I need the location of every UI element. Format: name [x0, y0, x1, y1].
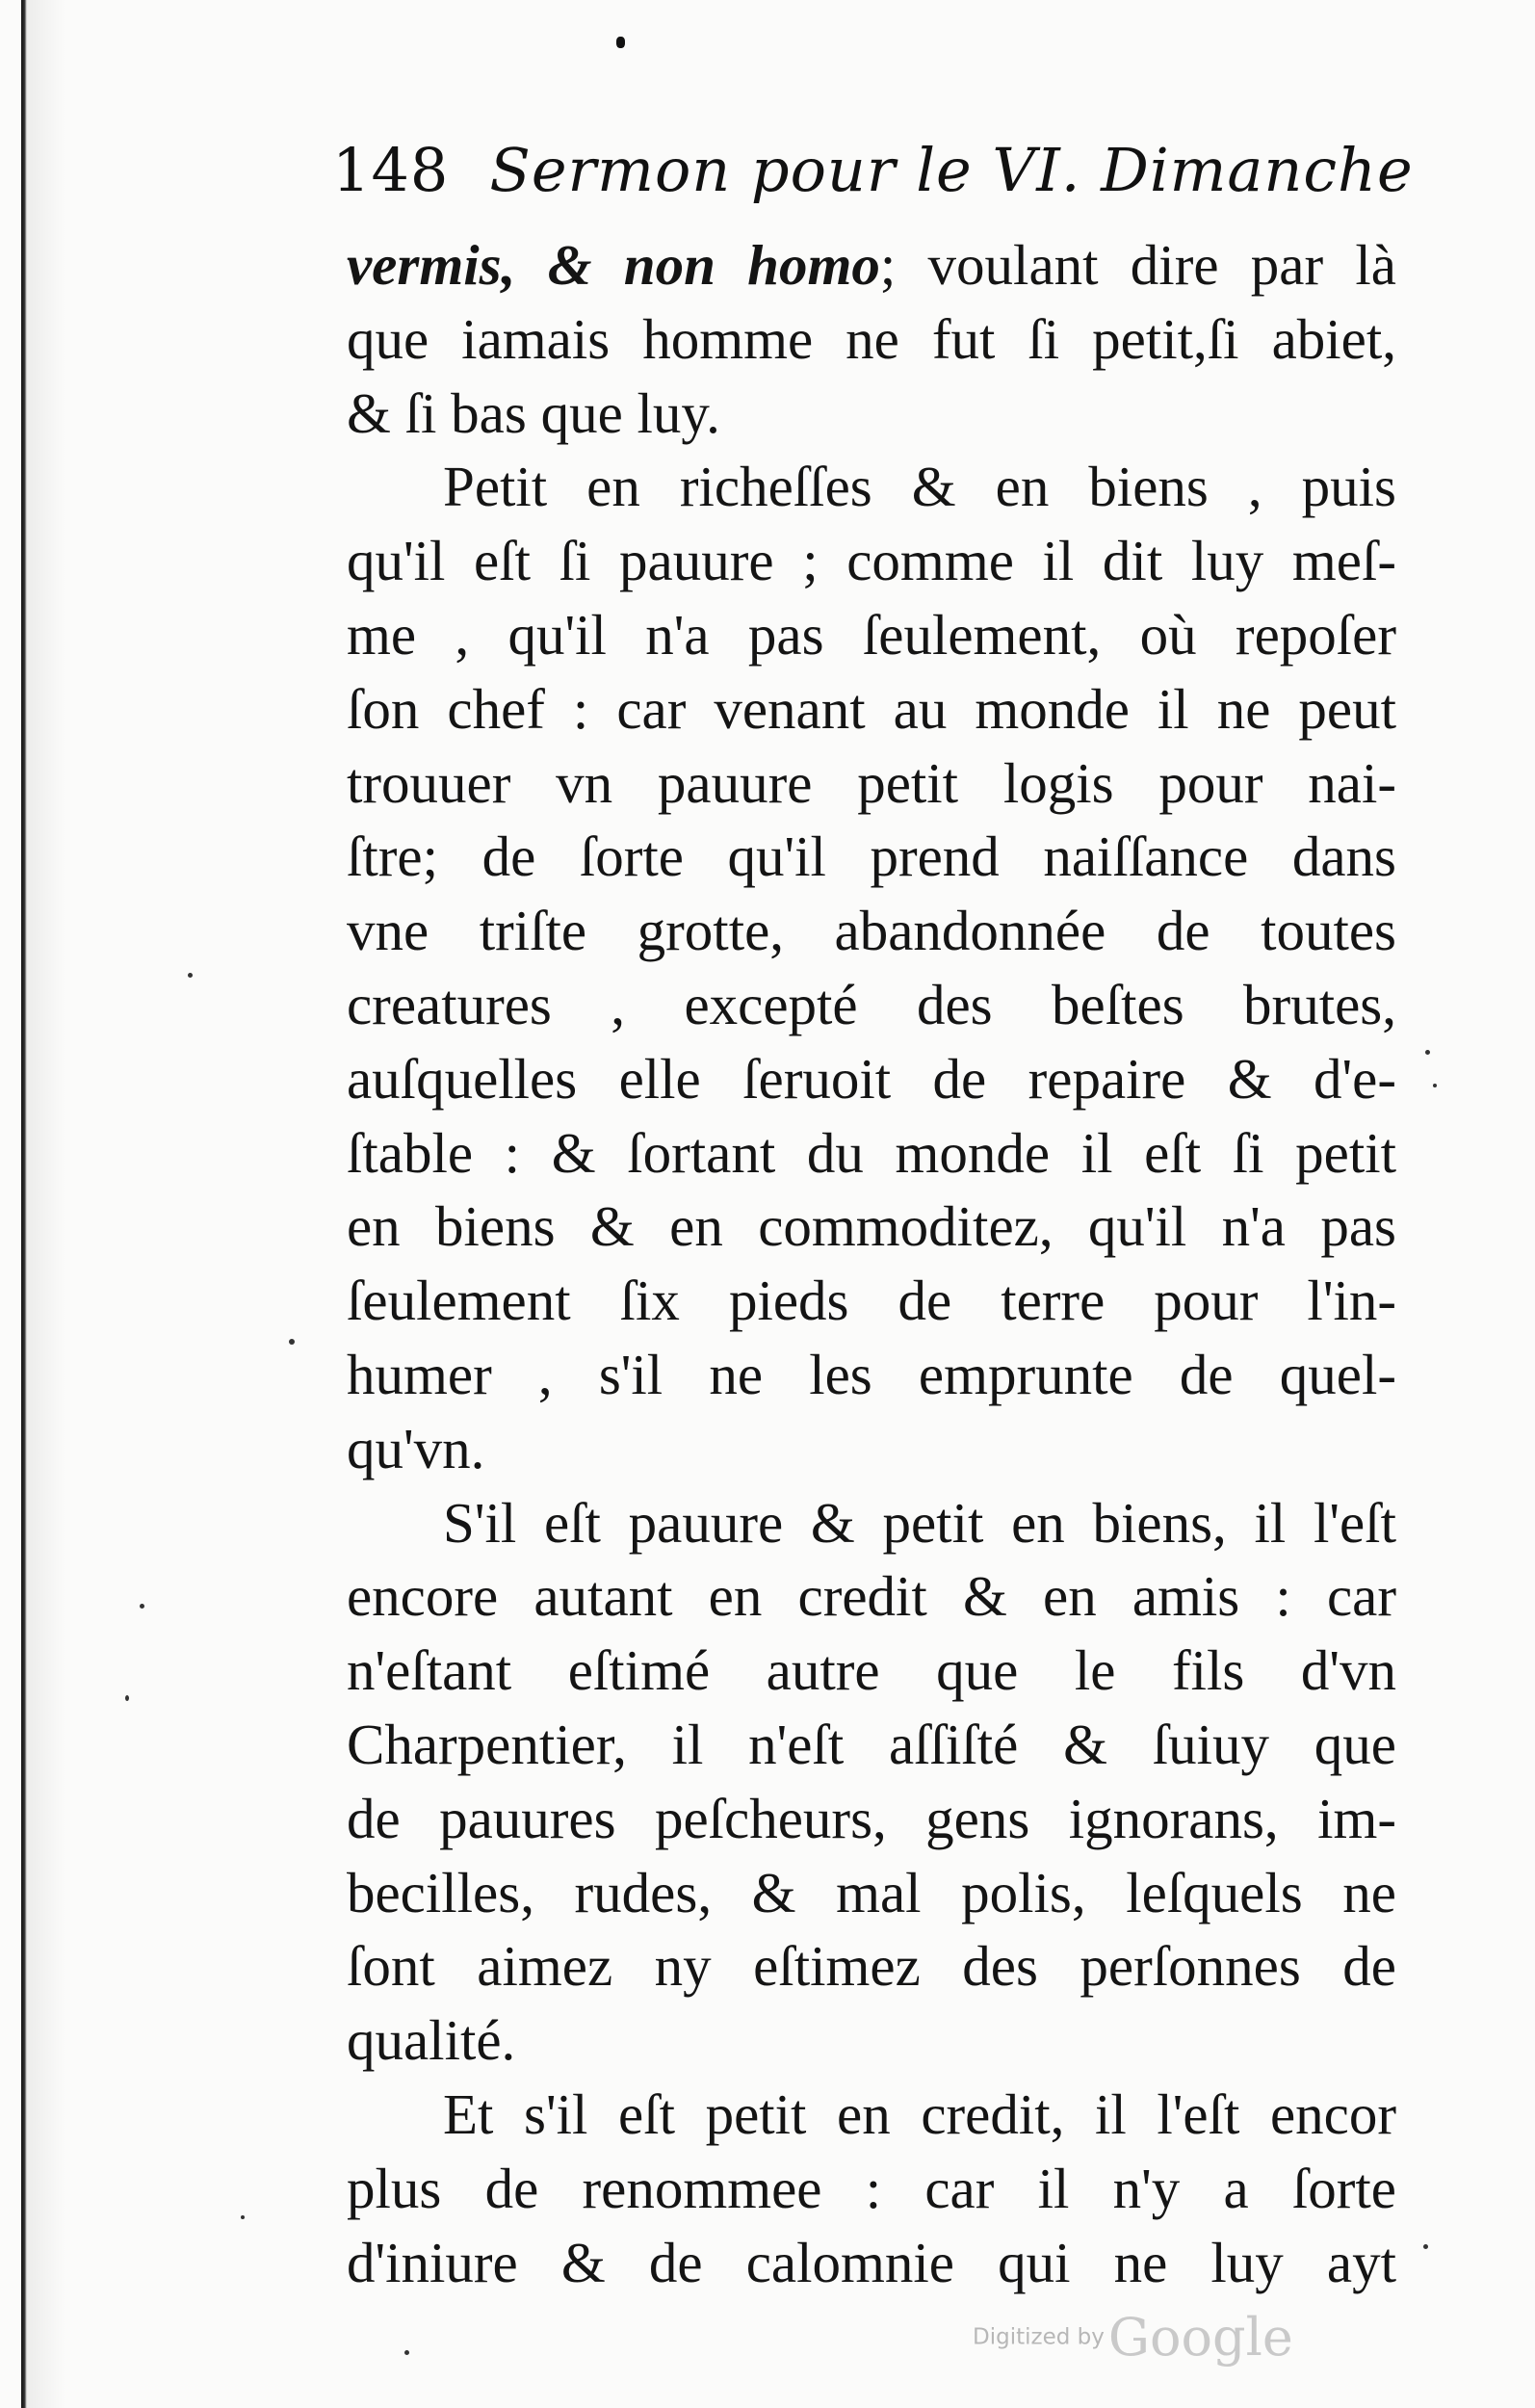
- text-line: ſtre; de ſorte qu'il prend naiſſance dans: [347, 824, 1396, 889]
- ink-speck: [241, 2215, 245, 2219]
- text-line: becilles, rudes, & mal polis, leſquels ne: [347, 1860, 1396, 1924]
- text-line: creatures , excepté des beſtes brutes,: [347, 972, 1396, 1036]
- latin-quote: vermis, & non homo: [347, 233, 880, 297]
- text-line: plus de renommee : car il n'y a ſorte: [347, 2156, 1396, 2220]
- paragraph-start-line: Petit en richeſſes & en biens , puis: [443, 455, 1396, 519]
- text-line: qualité.: [347, 2008, 516, 2073]
- text-line: encore autant en credit & en amis : car: [347, 1564, 1396, 1629]
- google-logo: Google: [1107, 2307, 1293, 2368]
- text-line: que iamais homme ne fut ſi petit,ſi abiet,: [347, 306, 1396, 371]
- digitized-by-google-watermark: [973, 2307, 1293, 2368]
- ink-dot: [616, 37, 625, 48]
- ink-speck: [140, 1604, 144, 1609]
- text-line: ſon chef : car venant au monde il ne peut: [347, 676, 1396, 741]
- text-line: de pauures peſcheurs, gens ignorans, im-: [347, 1786, 1396, 1850]
- ink-speck: [1423, 2244, 1428, 2249]
- text-line: trouuer vn pauure petit logis pour nai-: [347, 750, 1396, 815]
- text-line: me , qu'il n'a pas ſeulement, où repoſer: [347, 602, 1396, 667]
- paragraph-start-line: Et s'il eſt petit en credit, il l'eſt encor: [443, 2081, 1396, 2146]
- running-header: [332, 135, 1414, 205]
- text-line: en biens & en commoditez, qu'il n'a pas: [347, 1194, 1396, 1259]
- text-line: vermis, & non homo; voulant dire par là: [347, 233, 1396, 297]
- ink-speck: [1433, 1084, 1437, 1087]
- text-line: d'iniure & de calomnie qui ne luy ayt: [347, 2230, 1396, 2294]
- text-line: humer , s'il ne les emprunte de quel-: [347, 1342, 1396, 1406]
- ink-speck: [188, 973, 193, 978]
- ink-speck: [1425, 1050, 1430, 1055]
- paragraph-start-line: S'il eſt pauure & petit en biens, il l'eſt: [443, 1490, 1396, 1555]
- text-line: ſont aimez ny eſtimez des perſonnes de: [347, 1934, 1396, 1999]
- text-line: auſquelles elle ſeruoit de repaire & d'e-: [347, 1046, 1396, 1111]
- running-head-title: Sermon pour le VI. Dimanche: [489, 135, 1414, 205]
- digitized-by-label: Digitized by: [973, 2324, 1105, 2350]
- text-line: n'eſtant eſtimé autre que le fils d'vn: [347, 1638, 1396, 1703]
- text-line: qu'vn.: [347, 1416, 485, 1480]
- text-line: ſeulement ſix pieds de terre pour l'in-: [347, 1269, 1396, 1333]
- text-line: & ſi bas que luy.: [347, 380, 720, 445]
- body-text: [347, 228, 1396, 2299]
- ink-speck: [125, 1695, 129, 1701]
- text-line: Charpentier, il n'eſt aſſiſté & ſuiuy que: [347, 1712, 1396, 1776]
- ink-speck: [404, 2350, 409, 2355]
- page-binding-shadow: [27, 0, 65, 2408]
- ink-speck: [289, 1339, 295, 1345]
- text-line: ſtable : & ſortant du monde il eſt ſi petit: [347, 1120, 1396, 1185]
- page-number: 148: [332, 135, 450, 205]
- text-line: qu'il eſt ſi pauure ; comme il dit luy meſ-: [347, 529, 1396, 593]
- text-line: vne triſte grotte, abandonnée de toutes: [347, 899, 1396, 963]
